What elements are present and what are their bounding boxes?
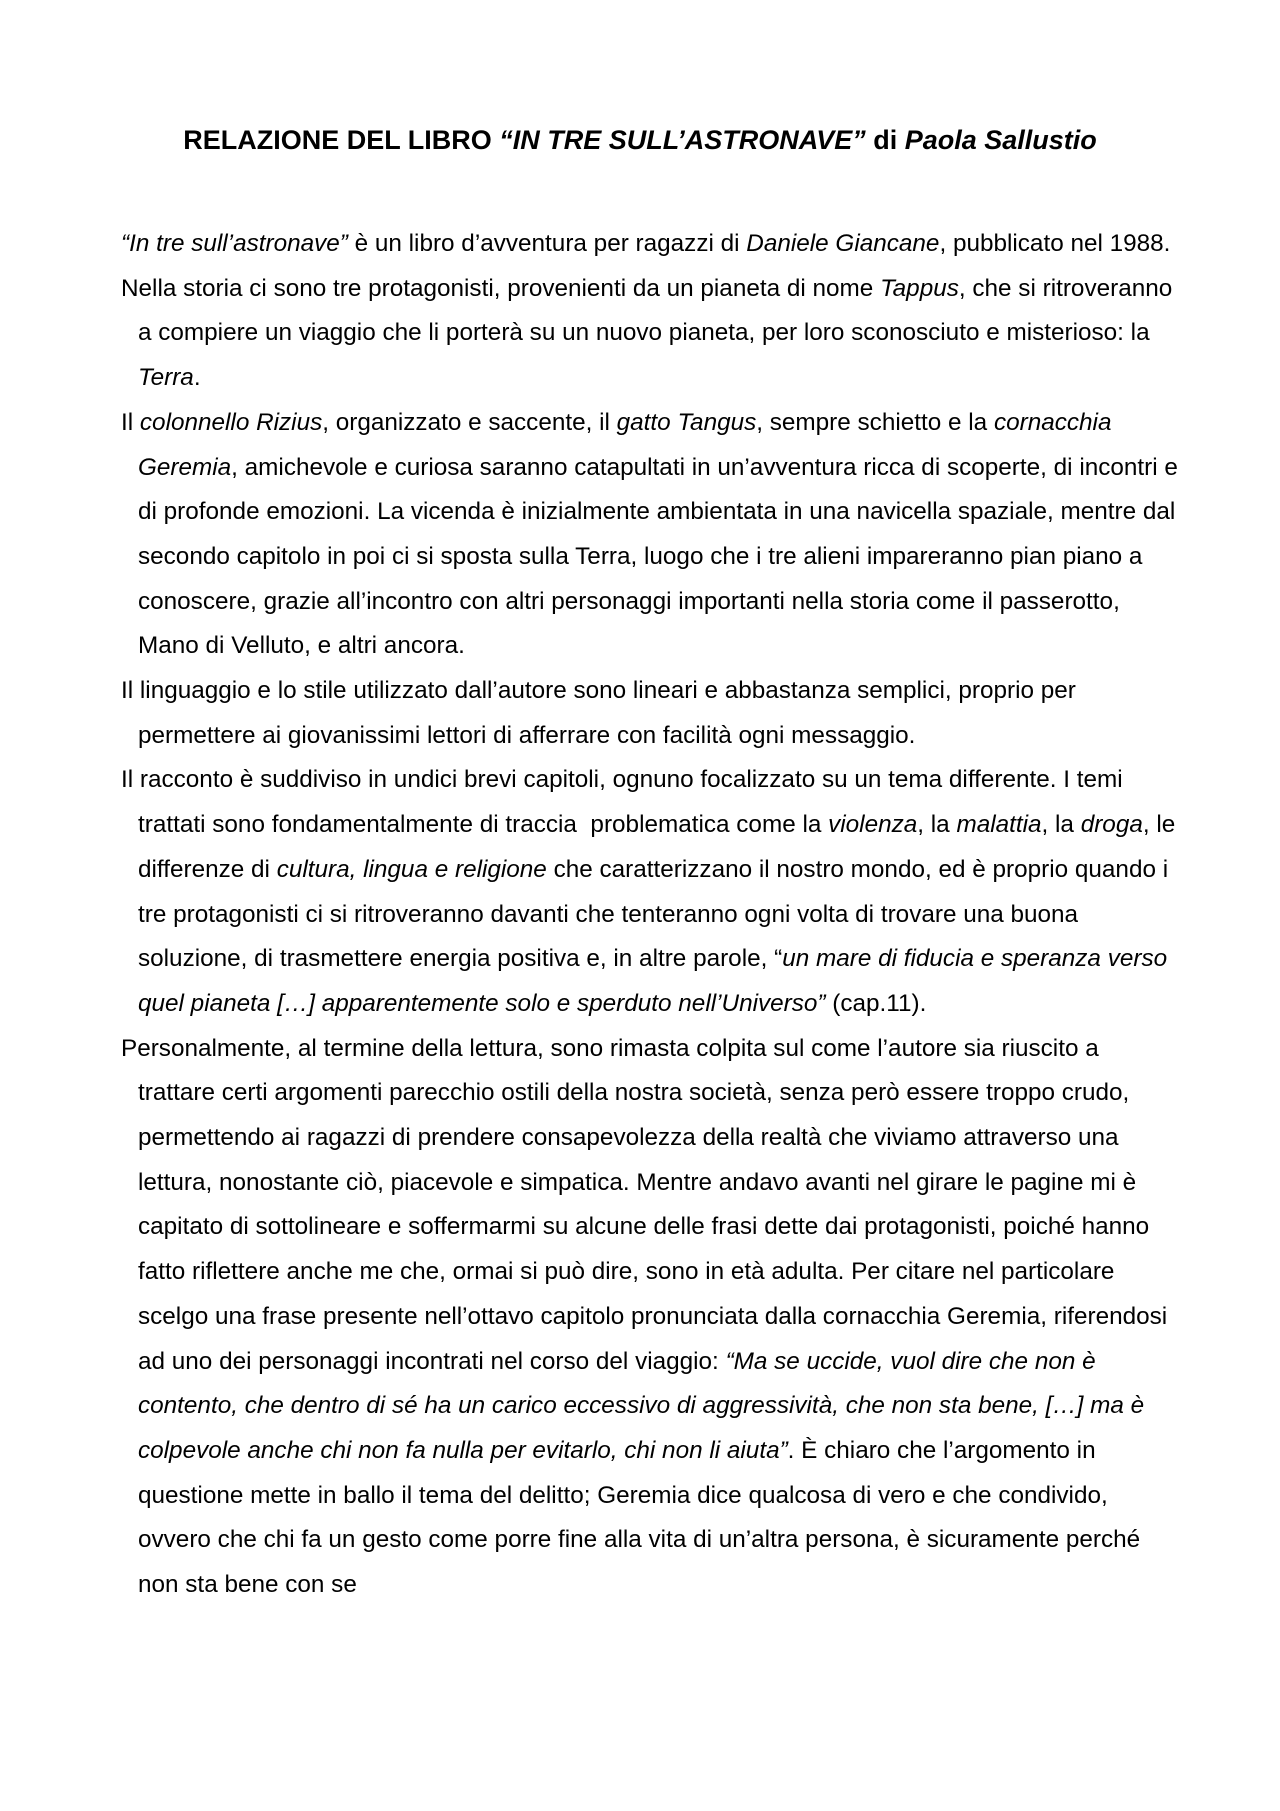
- italic-text: “In tre sull’astronave”: [121, 230, 348, 257]
- document-title: [0, 122, 1280, 158]
- text-run: Il: [121, 408, 140, 436]
- text-run: , la: [917, 811, 957, 839]
- text-run: che caratterizzano il nostro mondo, ed è proprio quando i tre protagonisti ci si ritroveranno davanti che tenteranno ogni volta di trovare una buona soluzione, di trasmettere energia positiva e, in altre parole, “: [138, 855, 1175, 973]
- title-author: Paola Sallustio: [904, 125, 1097, 155]
- paragraph: [121, 669, 1181, 758]
- text-run: , amichevole e curiosa saranno catapultati in un’avventura ricca di scoperte, di incontri e di profonde emozioni. La vicenda è inizialmente ambientata in una navicella spaziale, mentre dal secondo capitolo in poi ci si sposta sulla Terra, luogo che i tre alieni impareranno pian piano a conoscere, grazie all’incontro con altri personaggi importanti nella storia come il passerotto, Mano di Velluto, e altri ancora.: [138, 453, 1185, 660]
- italic-text: un mare di fiducia e speranza verso quel pianeta […] apparentemente solo e sperduto nell’Universo”: [138, 945, 1174, 1017]
- text-run: , la: [1041, 811, 1081, 839]
- italic-text: droga: [1080, 811, 1143, 839]
- text-run: Personalmente, al termine della lettura, sono rimasta colpita sul come l’autore sia riuscito a trattare certi argomenti parecchio ostili della nostra società, senza però essere troppo crudo, permettendo ai ragazzi di prendere consapevolezza della realtà che viviamo attraverso una lettura, nonostante ciò, piacevole e simpatica. Mentre andavo avanti nel girare le pagine mi è capitato di sottolineare e soffermarmi su alcune delle frasi dette dai protagonisti, poiché hanno fatto riflettere anche me che, ormai si può dire, sono in età adulta. Per citare nel particolare scelgo una frase presente nell’ottavo capitolo pronunciata dalla cornacchia Geremia, riferendosi ad uno dei personaggi incontrati nel corso del viaggio:: [121, 1034, 1174, 1375]
- title-book-name: “IN TRE SULL’ASTRONAVE”: [499, 125, 866, 155]
- document-body: [121, 222, 1185, 1608]
- text-run: è un libro d’avventura per ragazzi di: [347, 230, 747, 257]
- title-prefix: RELAZIONE DEL LIBRO: [183, 125, 500, 155]
- italic-text: violenza: [828, 811, 918, 839]
- text-run: , le differenze di: [138, 811, 1183, 883]
- italic-text: Tappus: [880, 274, 959, 302]
- title-by: di: [865, 125, 905, 155]
- italic-text: colonnello Rizius: [139, 408, 323, 436]
- italic-text: gatto Tangus: [616, 408, 757, 436]
- text-run: .: [193, 364, 201, 392]
- text-run: , che si ritroveranno a compiere un viaggio che li porterà su un nuovo pianeta, per loro sconosciuto e misterioso: la: [138, 274, 1180, 347]
- text-run: . È chiaro che l’argomento in questione mette in ballo il tema del delitto; Geremia dice qualcosa di vero e che condivido, ovvero che chi fa un gesto come porre fine alla vita di un’altra persona, è sicuramente perché non sta bene con se: [138, 1436, 1147, 1599]
- italic-text: cornacchia Geremia: [138, 408, 1119, 481]
- italic-text: Daniele Giancane: [746, 230, 940, 257]
- text-run: , pubblicato nel 1988.: [939, 230, 1171, 257]
- text-run: , organizzato e saccente, il: [322, 408, 617, 436]
- text-run: (cap.11).: [825, 989, 927, 1017]
- italic-text: malattia: [956, 811, 1042, 839]
- text-run: Il linguaggio e lo stile utilizzato dall’autore sono lineari e abbastanza semplici, proprio per permettere ai giovanissimi lettori di afferrare con facilità ogni messaggio.: [121, 677, 1083, 749]
- text-run: Nella storia ci sono tre protagonisti, provenienti da un pianeta di nome: [121, 274, 881, 302]
- italic-text: Terra: [138, 364, 194, 392]
- paragraph: [121, 267, 1181, 401]
- paragraph: [121, 401, 1185, 669]
- text-run: Il racconto è suddiviso in undici brevi capitoli, ognuno focalizzato su un tema differente. I temi trattati sono fondamentalmente di traccia problematica come la: [121, 766, 1130, 839]
- italic-text: cultura, lingua e religione: [276, 855, 547, 883]
- paragraph: [121, 1027, 1181, 1608]
- paragraph: [121, 222, 1181, 267]
- text-run: , sempre schietto e la: [756, 408, 994, 436]
- italic-text: “Ma se uccide, vuol dire che non è contento, che dentro di sé ha un carico eccessivo di aggressività, che non sta bene, […] ma è colpevole anche chi non fa nulla per evitarlo, chi non li aiuta”: [138, 1347, 1151, 1464]
- paragraph: [121, 758, 1181, 1026]
